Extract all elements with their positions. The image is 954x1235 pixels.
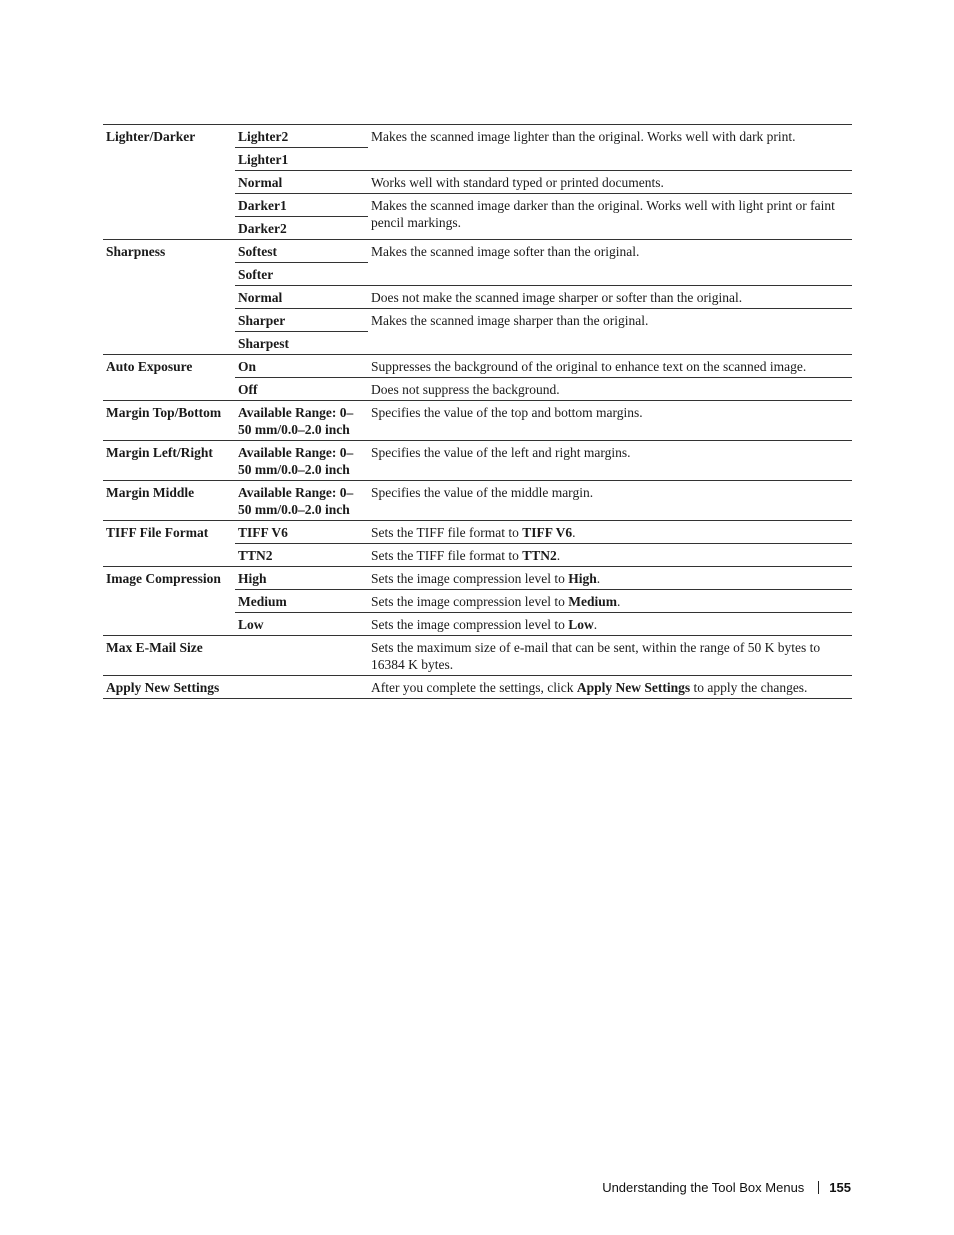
setting-description: Does not make the scanned image sharper or softer than the original. [368, 286, 852, 309]
table-row [103, 567, 852, 590]
setting-value: Available Range: 0–50 mm/0.0–2.0 inch [235, 401, 368, 441]
setting-value: Lighter1 [235, 148, 368, 171]
setting-description: Specifies the value of the middle margin. [368, 481, 852, 521]
footer-divider [818, 1181, 819, 1194]
setting-description: Specifies the value of the top and bottom margins. [368, 401, 852, 441]
page-footer [0, 1180, 851, 1195]
setting-description [368, 613, 852, 636]
table-row [103, 636, 852, 676]
description-text: . [593, 617, 598, 632]
setting-description: Makes the scanned image sharper than the original. [368, 309, 852, 355]
setting-value: On [235, 355, 368, 378]
setting-value [235, 676, 368, 699]
setting-name: Max E-Mail Size [103, 636, 235, 676]
description-emphasis: TIFF V6 [522, 525, 573, 540]
description-text: . [596, 571, 601, 586]
settings-table [103, 124, 852, 699]
description-text: . [572, 525, 576, 540]
table-row [103, 240, 852, 263]
description-text: Sets the TIFF file format to [371, 525, 523, 540]
setting-value: Darker2 [235, 217, 368, 240]
setting-name: Margin Top/Bottom [103, 401, 235, 441]
description-text: Sets the TIFF file format to [371, 548, 523, 563]
description-text: Sets the image compression level to [371, 594, 569, 609]
setting-name: Image Compression [103, 567, 235, 636]
table-row [103, 521, 852, 544]
setting-value: Normal [235, 286, 368, 309]
setting-name: Sharpness [103, 240, 235, 355]
table-row [103, 355, 852, 378]
description-text: After you complete the settings, click [371, 680, 577, 695]
setting-value: Available Range: 0–50 mm/0.0–2.0 inch [235, 481, 368, 521]
setting-description: Makes the scanned image lighter than the original. Works well with dark print. [368, 125, 852, 171]
description-emphasis: Apply New Settings [576, 680, 691, 695]
setting-description: Makes the scanned image darker than the original. Works well with light print or faint pencil markings. [368, 194, 852, 240]
setting-value [235, 636, 368, 676]
setting-description: Sets the maximum size of e-mail that can be sent, within the range of 50 K bytes to 16384 K bytes. [368, 636, 852, 676]
table-row [103, 481, 852, 521]
setting-description: Works well with standard typed or printed documents. [368, 171, 852, 194]
setting-value: Available Range: 0–50 mm/0.0–2.0 inch [235, 441, 368, 481]
setting-value: Lighter2 [235, 125, 368, 148]
table-row [103, 441, 852, 481]
setting-value: Normal [235, 171, 368, 194]
setting-description: Specifies the value of the left and right margins. [368, 441, 852, 481]
setting-value: Darker1 [235, 194, 368, 217]
description-emphasis: High [568, 571, 597, 586]
description-text: . [616, 594, 621, 609]
description-emphasis: TTN2 [522, 548, 557, 563]
table-row [103, 401, 852, 441]
setting-value: Off [235, 378, 368, 401]
setting-value: Softest [235, 240, 368, 263]
description-text: Sets the image compression level to [371, 617, 569, 632]
setting-description [368, 567, 852, 590]
description-text: to apply the changes. [690, 680, 808, 695]
description-text: Sets the image compression level to [371, 571, 569, 586]
setting-name: Margin Middle [103, 481, 235, 521]
setting-name: TIFF File Format [103, 521, 235, 567]
setting-description: Makes the scanned image softer than the original. [368, 240, 852, 286]
setting-value: TIFF V6 [235, 521, 368, 544]
table-row [103, 676, 852, 699]
setting-value: TTN2 [235, 544, 368, 567]
setting-name: Apply New Settings [103, 676, 235, 699]
setting-value: Softer [235, 263, 368, 286]
setting-description [368, 676, 852, 699]
setting-description: Does not suppress the background. [368, 378, 852, 401]
setting-description: Suppresses the background of the original to enhance text on the scanned image. [368, 355, 852, 378]
setting-value: Sharpest [235, 332, 368, 355]
setting-name: Margin Left/Right [103, 441, 235, 481]
description-emphasis: Low [568, 617, 594, 632]
setting-name: Auto Exposure [103, 355, 235, 401]
page-number: 155 [829, 1180, 851, 1195]
setting-value: Medium [235, 590, 368, 613]
table-row [103, 125, 852, 148]
description-emphasis: Medium [568, 594, 617, 609]
setting-description [368, 544, 852, 567]
setting-name: Lighter/Darker [103, 125, 235, 240]
description-text: . [556, 548, 561, 563]
setting-description [368, 590, 852, 613]
setting-value: High [235, 567, 368, 590]
setting-value: Sharper [235, 309, 368, 332]
setting-description [368, 521, 852, 544]
setting-value: Low [235, 613, 368, 636]
footer-section-title: Understanding the Tool Box Menus [602, 1180, 805, 1195]
